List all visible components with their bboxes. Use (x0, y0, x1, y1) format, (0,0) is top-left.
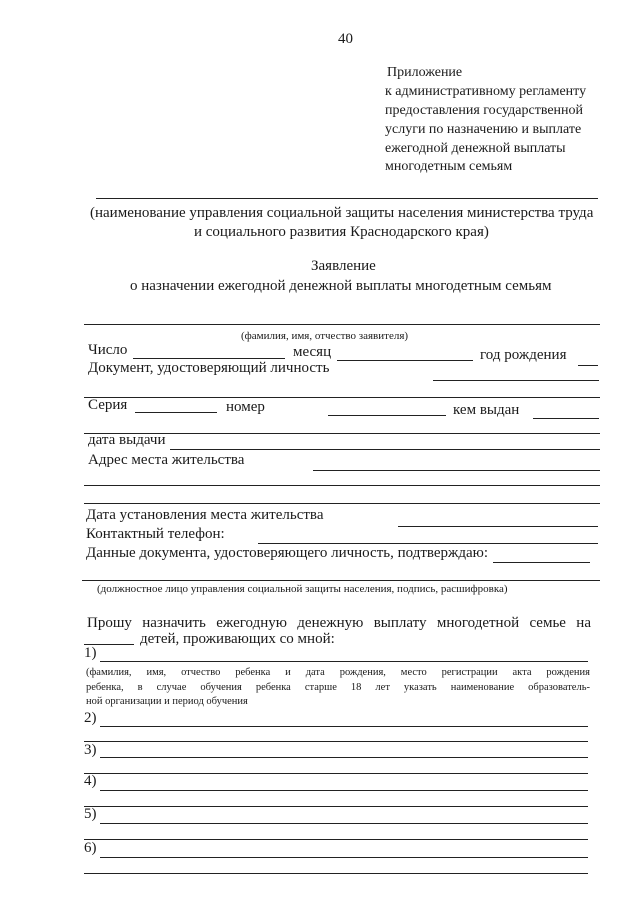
address-field[interactable] (313, 470, 600, 471)
child-caption-line: (фамилия, имя, отчество ребенка и дата рождения, место регистрации акта рождения (86, 667, 590, 678)
authority-caption-line2: и социального развития Краснодарского края) (194, 224, 489, 240)
id-doc-label: Документ, удостоверяющий личность (88, 360, 330, 376)
request-line2: детей, проживающих со мной: (140, 631, 335, 647)
child-index: 3) (84, 742, 97, 758)
request-line1: Прошу назначить ежегодную денежную выплату многодетной семье на (87, 615, 591, 631)
appendix-line: услуги по назначению и выплате (385, 122, 582, 137)
child-3-line-2[interactable] (84, 773, 588, 774)
issued-by-label: кем выдан (453, 402, 520, 418)
issue-date-label: дата выдачи (88, 432, 166, 448)
issued-by-field[interactable] (533, 418, 599, 419)
applicant-name-line[interactable] (84, 324, 600, 325)
child-5-field[interactable] (100, 823, 588, 824)
child-index: 4) (84, 773, 97, 789)
day-field[interactable] (133, 358, 285, 359)
child-4-field[interactable] (100, 790, 588, 791)
child-5-line-2[interactable] (84, 839, 588, 840)
child-caption-line: ребенка, в случае обучения ребенка старше 18 лет указать наименование образователь- (86, 682, 590, 693)
official-signature-line[interactable] (82, 580, 600, 581)
document-title: Заявление (311, 258, 376, 274)
applicant-name-caption: (фамилия, имя, отчество заявителя) (241, 330, 409, 342)
month-label: месяц (293, 344, 332, 360)
child-index: 2) (84, 710, 97, 726)
child-1-field[interactable] (100, 661, 588, 662)
authority-caption-line1: (наименование управления социальной защиты населения министерства труда (90, 205, 594, 221)
child-3-field[interactable] (100, 757, 588, 758)
confirm-field[interactable] (493, 562, 590, 563)
residence-date-label: Дата установления места жительства (86, 507, 324, 523)
year-field[interactable] (578, 365, 598, 366)
child-index: 6) (84, 840, 97, 856)
child-4-line-2[interactable] (84, 806, 588, 807)
number-label: номер (226, 399, 265, 415)
series-field[interactable] (135, 412, 217, 413)
child-index: 5) (84, 806, 97, 822)
month-field[interactable] (337, 360, 473, 361)
address-label: Адрес места жительства (88, 452, 245, 468)
appendix-line: к административному регламенту (385, 84, 587, 99)
appendix-line: ежегодной денежной выплаты (385, 141, 566, 156)
appendix-line: многодетным семьям (385, 159, 513, 174)
day-label: Число (88, 342, 128, 358)
phone-label: Контактный телефон: (86, 526, 225, 542)
phone-field[interactable] (258, 543, 598, 544)
page-number: 40 (338, 31, 353, 47)
confirm-label: Данные документа, удостоверяющего личность, подтверждаю: (86, 545, 489, 561)
address-line-3[interactable] (84, 503, 600, 504)
number-field[interactable] (328, 415, 446, 416)
appendix-line: предоставления государственной (385, 103, 584, 118)
appendix-line: Приложение (387, 65, 463, 80)
id-doc-field[interactable] (433, 380, 599, 381)
child-6-line-2[interactable] (84, 873, 588, 874)
issue-date-field[interactable] (170, 449, 600, 450)
child-caption-line: ной организации и период обучения (86, 696, 248, 707)
residence-date-field[interactable] (398, 526, 598, 527)
child-2-line-2[interactable] (84, 741, 588, 742)
authority-name-line[interactable] (96, 198, 598, 199)
child-2-field[interactable] (100, 726, 588, 727)
series-label: Серия (88, 397, 128, 413)
address-line-2[interactable] (84, 485, 600, 486)
document-subtitle: о назначении ежегодной денежной выплаты многодетным семьям (130, 278, 552, 294)
year-label: год рождения (480, 347, 567, 363)
child-index: 1) (84, 645, 97, 661)
id-doc-line-2[interactable] (84, 397, 600, 398)
official-caption: (должностное лицо управления социальной защиты населения, подпись, расшифровка) (97, 583, 508, 595)
child-6-field[interactable] (100, 857, 588, 858)
